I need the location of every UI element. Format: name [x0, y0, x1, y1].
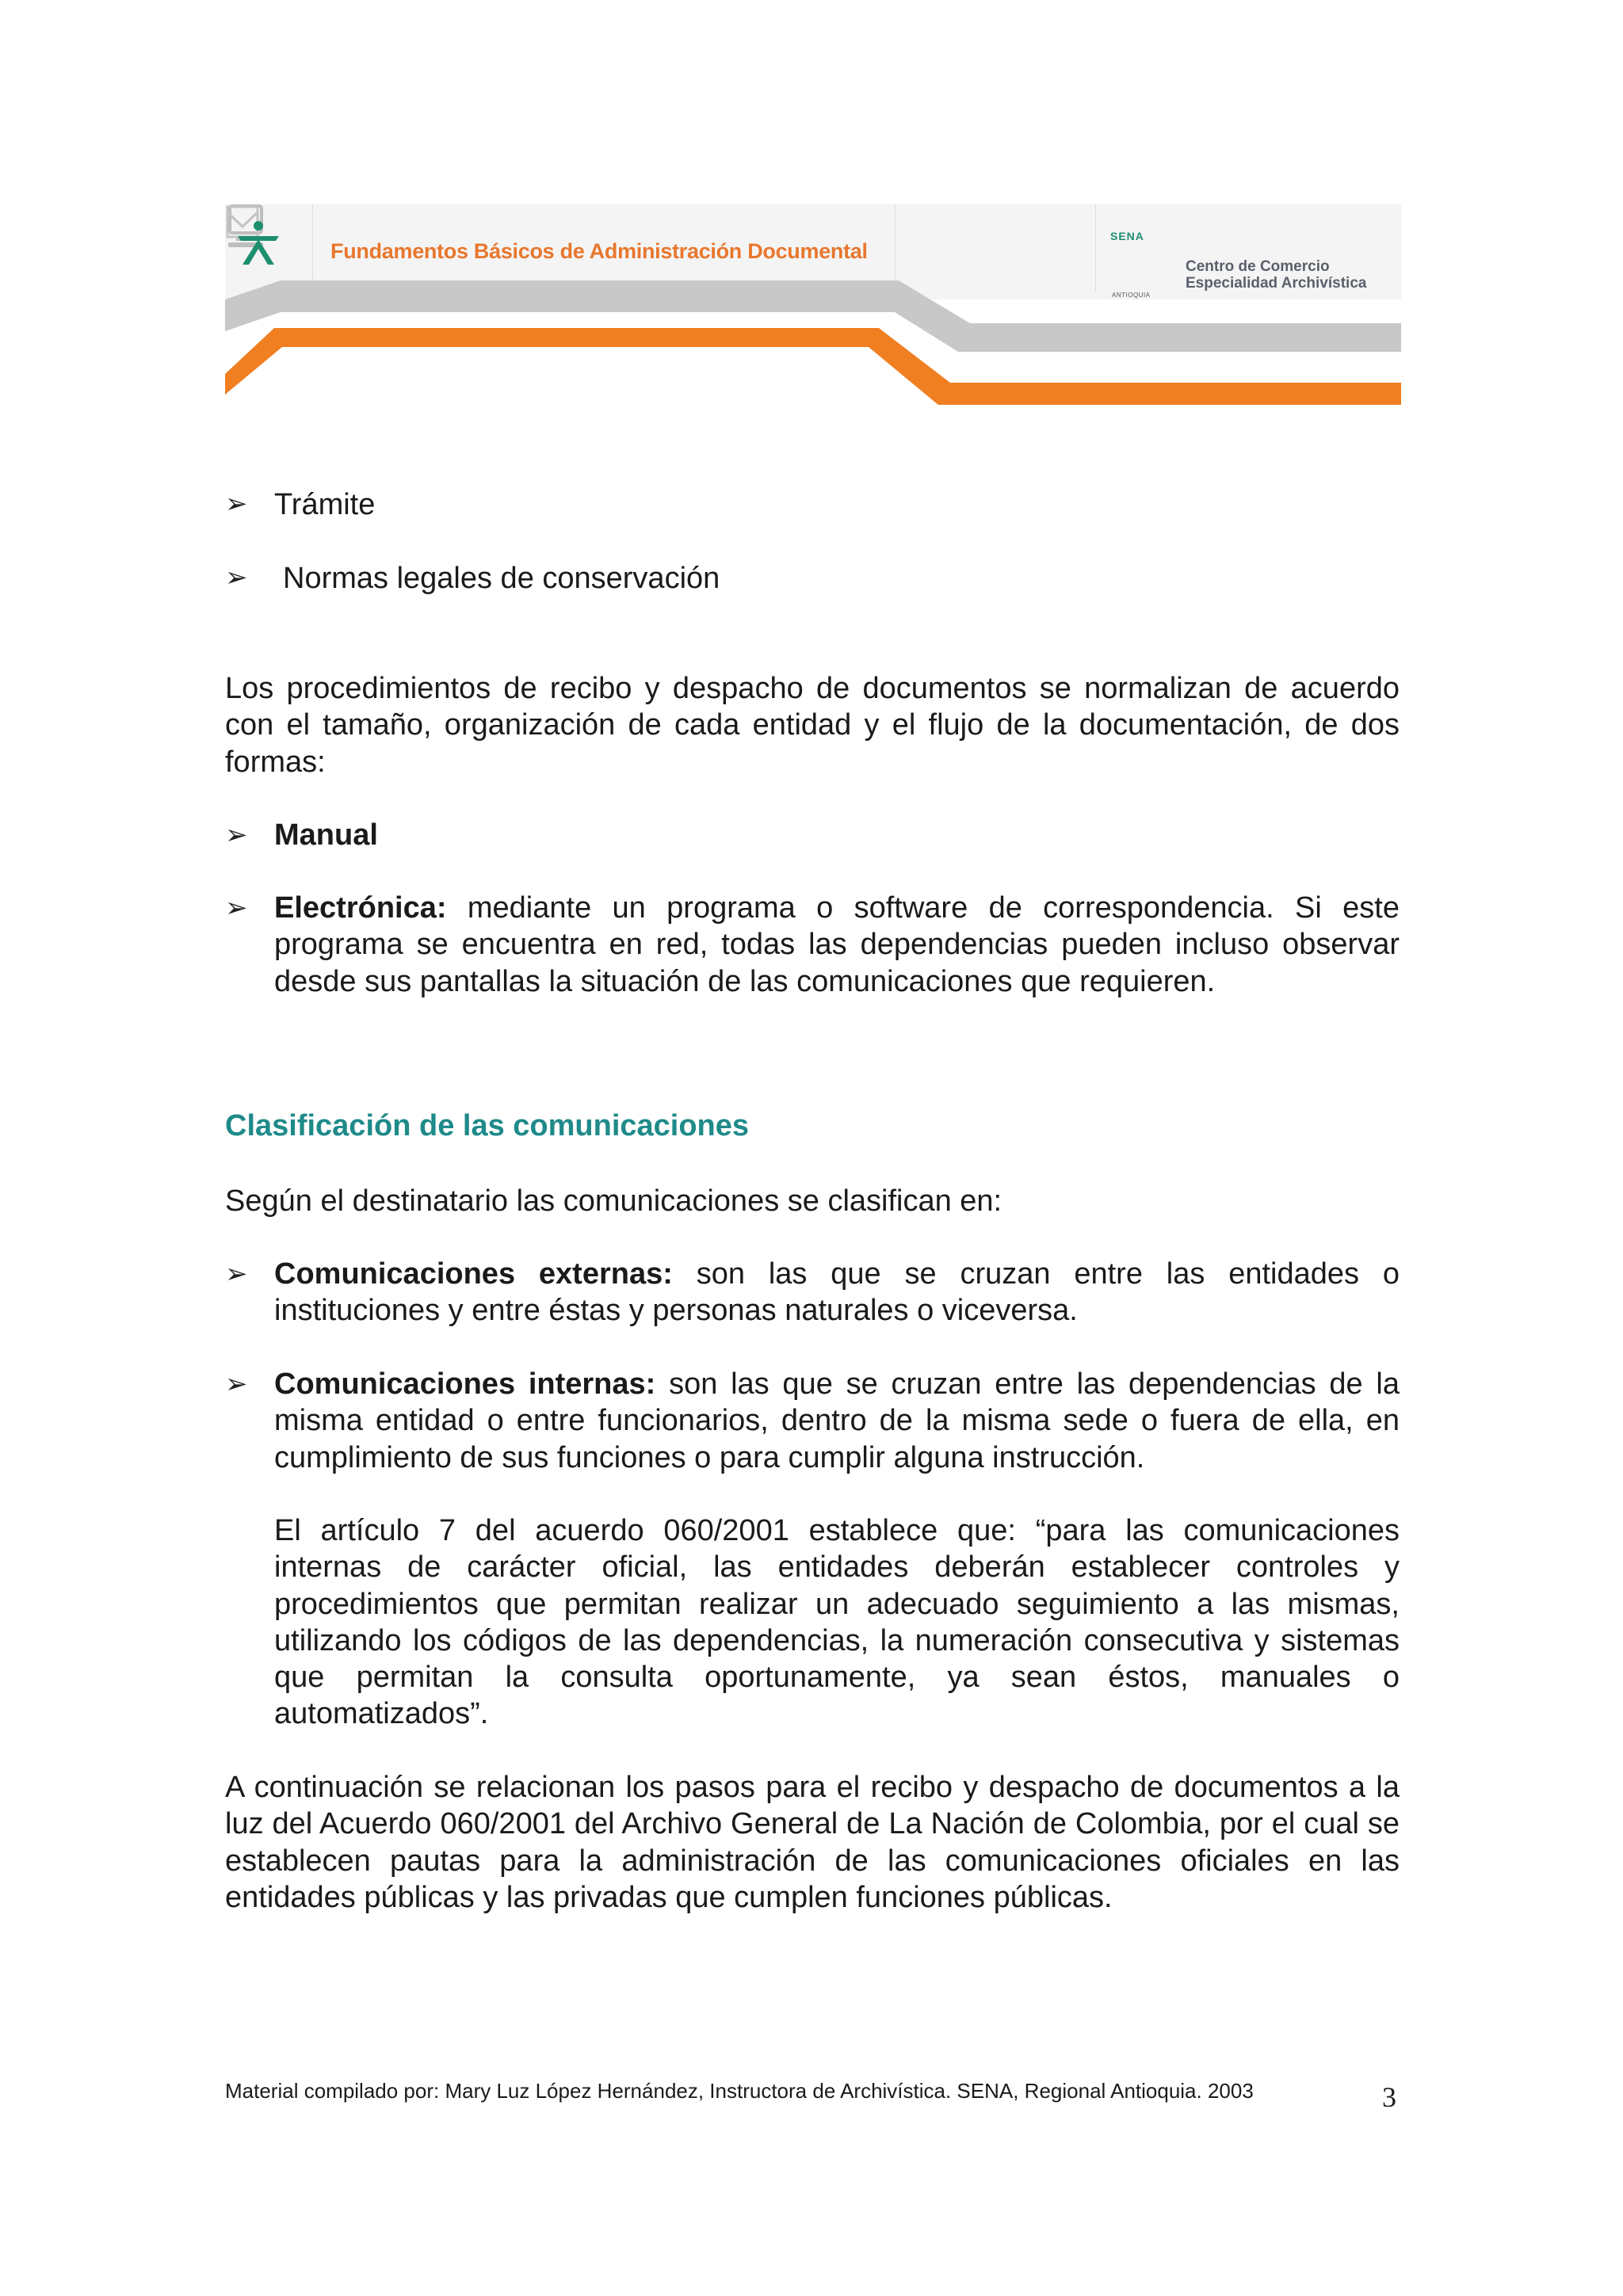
section-heading: Clasificación de las comunicaciones: [225, 1109, 750, 1142]
bullet-arrow-icon: ➢: [225, 893, 248, 923]
list-item: Normas legales de conservación: [283, 562, 720, 595]
bullet-arrow-icon: ➢: [225, 563, 248, 593]
bullet-arrow-icon: ➢: [225, 820, 248, 850]
bullet-arrow-icon: ➢: [225, 1259, 248, 1289]
internal-communications: [274, 1366, 1400, 1476]
classification-intro: Según el destinatario las comunicaciones se clasifican en:: [225, 1184, 1002, 1218]
banner-title: Fundamentos Básicos de Administración Documental: [330, 239, 868, 263]
sena-region-text: ANTIOQUIA: [1112, 292, 1151, 299]
organization-line-2: Especialidad Archivística: [1186, 275, 1367, 292]
form-manual: Manual: [274, 818, 378, 852]
article-quote: El artículo 7 del acuerdo 060/2001 establece que: “para las comunicaciones internas de carácter oficial, las entidades deberán establecer controles y procedimientos que permitan realizar un adecuado seguimiento a las mismas, utilizando los códigos de las dependencias, la numeración consecutiva y sistemas que permitan la consulta oportunamente, ya sean éstos, manuales o automatizados”.: [274, 1514, 1400, 1731]
header-banner: [225, 204, 1401, 407]
external-text: son las que se cruzan entre las entidades o instituciones y entre éstas y personas naturales o viceversa.: [274, 1257, 1400, 1328]
banner-graphic: [225, 204, 1401, 407]
internal-term: Comunicaciones internas:: [274, 1367, 656, 1401]
bullet-arrow-icon: ➢: [225, 489, 248, 519]
sena-logo-text: SENA: [1110, 230, 1144, 242]
organization-line-1: Centro de Comercio: [1186, 258, 1330, 275]
form-electronic-term: Electrónica:: [274, 891, 447, 925]
internal-text: son las que se cruzan entre las dependencias de la misma entidad o entre funcionarios, dentro de la misma sede o fuera de ella, en cumplimiento de sus funciones o para cumplir alguna instrucción.: [274, 1367, 1400, 1474]
organization-name: [1186, 258, 1366, 292]
list-item: Trámite: [274, 488, 376, 521]
closing-paragraph: A continuación se relacionan los pasos para el recibo y despacho de documentos a la luz del Acuerdo 060/2001 del Archivo General de La Nación de Colombia, por el cual se establecen pautas para la administración de las comunicaciones oficiales en las entidades públicas y las privadas que cumplen funciones públicas.: [225, 1771, 1400, 1914]
form-electronic: [274, 890, 1400, 1000]
intro-paragraph: Los procedimientos de recibo y despacho de documentos se normalizan de acuerdo con el tamaño, organización de cada entidad y el flujo de la documentación, de dos formas:: [225, 672, 1400, 779]
external-term: Comunicaciones externas:: [274, 1257, 673, 1291]
external-communications: [274, 1256, 1400, 1329]
footer-credit: Material compilado por: Mary Luz López Hernández, Instructora de Archivística. SENA, Regional Antioquia. 2003: [225, 2079, 1254, 2103]
bullet-arrow-icon: ➢: [225, 1369, 248, 1399]
sena-logo: [225, 204, 298, 277]
form-electronic-text: mediante un programa o software de correspondencia. Si este programa se encuentra en red, todas las dependencias pueden incluso observar desde sus pantallas la situación de las comunicaciones que requieren.: [274, 891, 1400, 998]
page-number: 3: [1382, 2081, 1396, 2113]
